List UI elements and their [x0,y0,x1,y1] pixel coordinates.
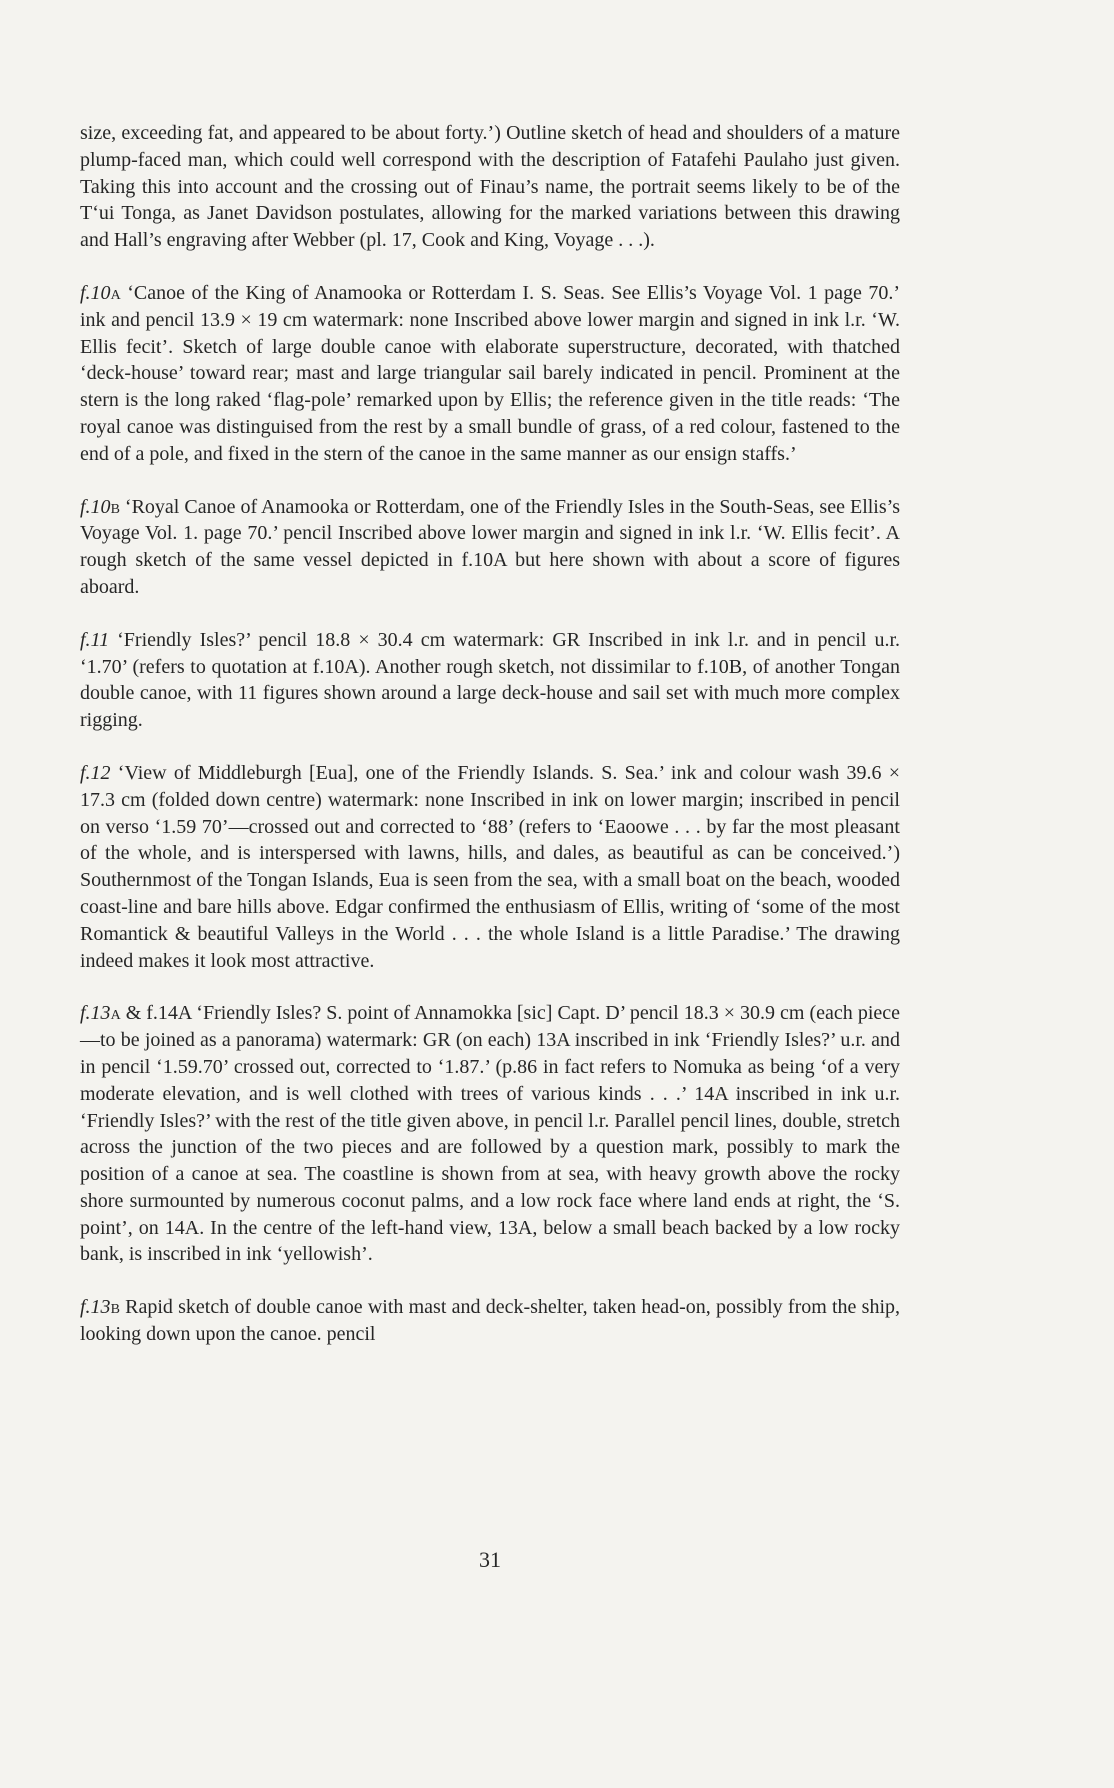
paragraph-continuation [80,120,900,254]
page-number: 31 [479,1547,501,1572]
paragraph-text: size, exceeding fat, and appeared to be about forty.’) Outline sketch of head and shoulders of a mature plump-faced man, which could well correspond with the description of Fatafehi Paulaho just given. Taking this into account and the crossing out of Finau’s name, the portrait seems likely to be of the T‘ui Tonga, as Janet Davidson postulates, allowing for the marked variations between this drawing and Hall’s engraving after Webber (pl. 17, Cook and King, Voyage . . .). [80,122,900,252]
entry-f10a [80,280,900,468]
entry-text: ‘Royal Canoe of Anamooka or Rotterdam, one of the Friendly Isles in the South-Seas, see Ellis’s Voyage Vol. 1. page 70.’ pencil Inscribed above lower margin and signed in ink l.r. ‘W. Ellis fecit’. A rough sketch of the same vessel depicted in f.10A but here shown with about a score of figures aboard. [80,495,900,598]
entry-f13b [80,1294,900,1348]
entry-text: ‘Friendly Isles?’ pencil 18.8 × 30.4 cm watermark: GR Inscribed in ink l.r. and in pencil u.r. ‘1.70’ (refers to quotation at f.10A). Another rough sketch, not dissimilar to f.10B, of another Tongan double canoe, with 11 figures shown around a large deck-house and sail set with much more complex rigging. [80,628,900,732]
entry-text: ‘View of Middleburgh [Eua], one of the Friendly Islands. S. Sea.’ ink and colour wash 39.6 × 17.3 cm (folded down centre) watermark: none Inscribed in ink on lower margin; inscribed in pencil on verso ‘1.59 70’—crossed out and corrected to ‘88’ (refers to ‘Eaoowe . . . by far the most pleasant of the whole, and is interspersed with lawns, hills, and dales, as beautiful as can be conceived.’) Southernmost of the Tongan Islands, Eua is seen from the sea, with a small boat on the beach, wooded coast-line and bare hills above. Edgar confirmed the enthusiasm of Ellis, writing of ‘some of the most Romantick & beautiful Valleys in the World . . . the whole Island is a little Paradise.’ The drawing indeed makes it look most attractive. [80,761,900,972]
entry-text: ‘Canoe of the King of Anamooka or Rotterdam I. S. Seas. See Ellis’s Voyage Vol. 1 page 70.’ ink and pencil 13.9 × 19 cm watermark: none Inscribed above lower margin and signed in ink l.r. ‘W. Ellis fecit’. Sketch of large double canoe with elaborate superstructure, decorated, with thatched ‘deck-house’ toward rear; mast and large triangular sail barely indicated in pencil. Prominent at the stern is the long raked ‘flag-pole’ remarked upon by Ellis; the reference given in the title reads: ‘The royal canoe was distinguised from the rest by a small bundle of grass, of a red colour, fastened to the end of a pole, and fixed in the stern of the canoe in the same manner as our ensign staffs.’ [80,281,900,465]
entry-reference: f.10a [80,281,121,304]
entry-text: Rapid sketch of double canoe with mast and deck-shelter, taken head-on, possibly from the ship, looking down upon the canoe. pencil [80,1296,900,1346]
entry-reference: f.13b [80,1296,120,1319]
catalogue-text [80,120,900,1374]
entry-f13a-f14a [80,1000,900,1268]
entry-f11 [80,627,900,734]
entry-text: & f.14A ‘Friendly Isles? S. point of Annamokka [sic] Capt. D’ pencil 18.3 × 30.9 cm (each piece—to be joined as a panorama) watermark: GR (on each) 13A inscribed in ink ‘Friendly Isles?’ u.r. and in pencil ‘1.59.70’ crossed out, corrected to ‘1.87.’ (p.86 in fact refers to Nomuka as being ‘of a very moderate elevation, and is well clothed with trees of various kinds . . .’ 14A inscribed in ink u.r. ‘Friendly Isles?’ with the rest of the title given above, in pencil l.r. Parallel pencil lines, double, stretch across the junction of the two pieces and are followed by a question mark, possibly to mark the position of a canoe at sea. The coastline is shown from at sea, with heavy growth above the rocky shore surmounted by numerous coconut palms, and a low rock face where land ends at right, the ‘S. point’, on 14A. In the centre of the left-hand view, 13A, below a small beach backed by a low rocky bank, is inscribed in ink ‘yellowish’. [80,1002,900,1266]
entry-f10b [80,494,900,601]
entry-reference: f.13a [80,1002,121,1025]
entry-reference: f.11 [80,628,110,651]
entry-reference: f.12 [80,761,111,784]
entry-reference: f.10b [80,495,120,518]
entry-f12 [80,760,900,974]
